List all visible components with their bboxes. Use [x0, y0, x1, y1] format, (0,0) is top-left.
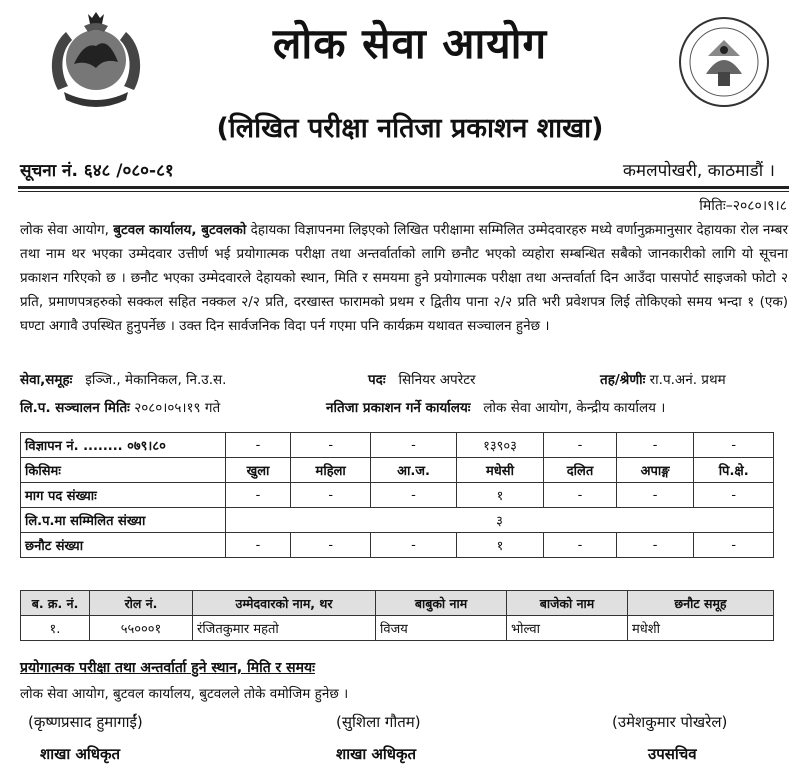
venue-heading: प्रयोगात्मक परीक्षा तथा अन्तर्वार्ता हुने स्थान, मिति र समयः — [20, 660, 315, 676]
office-name: बुटवल कार्यालय, बुटवलको — [113, 222, 247, 238]
notice-number: सूचना नं. ६४८ /०८०-८१ — [20, 161, 174, 181]
signatory-title: शाखा अधिकृत — [40, 745, 121, 763]
candidate-table — [20, 590, 774, 641]
table-header-row: ब. क्र. नं. रोल नं. उम्मेदवारको नाम, थर बाबुको नाम बाजेको नाम छनौट समूह — [21, 591, 774, 616]
venue-text: लोक सेवा आयोग, बुटवल कार्यालय, बुटवलले तोके वमोजिम हुनेछ । — [20, 686, 349, 702]
table-row: लि.प.मा सम्मिलित संख्या ३ — [21, 508, 774, 533]
table-row: छनौट संख्या - - - १ - - - — [21, 533, 774, 558]
divider — [18, 191, 789, 192]
page-title: लोक सेवा आयोग — [272, 19, 548, 68]
office-location: कमलपोखरी, काठमाडौं । — [622, 161, 775, 181]
page-subtitle: (लिखित परीक्षा नतिजा प्रकाशन शाखा) — [216, 113, 604, 144]
table-row: किसिमः खुला महिला आ.ज. मधेसी दलित अपाङ्ग पि.क्षे. — [21, 458, 774, 483]
vacancy-table — [20, 432, 774, 558]
divider — [18, 186, 789, 189]
signatory-name: (उमेशकुमार पोखरेल) — [612, 713, 728, 731]
psc-seal-icon — [678, 16, 770, 108]
nepal-emblem-icon — [44, 12, 148, 110]
table-row: माग पद संख्याः - - - १ - - - — [21, 483, 774, 508]
signatory-title: शाखा अधिकृत — [336, 745, 417, 763]
notice-date: मितिः–२०८०।९।८ — [699, 198, 787, 214]
signatory-name: (कृष्णप्रसाद हुमागाईं) — [28, 713, 143, 731]
signatory-name: (सुशिला गौतम) — [336, 713, 421, 731]
notice-body: लोक सेवा आयोग, बुटवल कार्यालय, बुटवलको देहायका विज्ञापनमा लिइएको लिखित परीक्षामा सम्मिलित उम्मेदवारहरु मध्ये वर्णानुक्रमानुसार देहायका रोल नम्बर तथा नाम थर भएका उम्मेदवार उत्तीर्ण भई प्रयोगात्मक परीक्षा तथा अन्तर्वार्ताको लागि छनौट भएको व्यहोरा सम्बन्धित सबैको जानकारीको लागि यो सूचना प्रकाशन गरिएको छ । छनौट भएका उम्मेदवारले देहायको स्थान, मिति र समयमा हुने प्रयोगात्मक परीक्षा तथा अन्तर्वार्ता दिन आउँदा पासपोर्ट साइजको फोटो २ प्रति, प्रमाणपत्रहरुको सक्कल सहित नक्कल २/२ प्रति, दरखास्त फारामको प्रथम र द्वितीय पाना २/२ प्रति भरी प्रवेशपत्र लिई तोकिएको समय भन्दा १ (एक) घण्टा अगावै उपस्थित हुनुपर्नेछ । उक्त दिन सार्वजनिक विदा पर्न गएमा पनि कार्यक्रम यथावत सञ्चालन हुनेछ । — [20, 222, 788, 334]
table-row: १. ५५०००१ रंजितकुमार महतो विजय भोल्वा मधेशी — [21, 616, 774, 641]
signatory-title: उपसचिव — [648, 745, 697, 763]
table-row: विज्ञापन नं. ........ ०७९।८० - - - १३९०३ - - - — [21, 433, 774, 458]
